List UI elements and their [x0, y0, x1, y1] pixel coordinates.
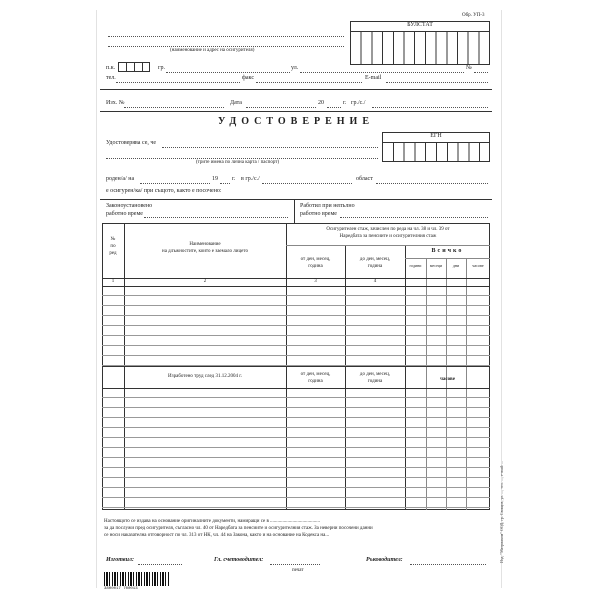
- mid-to-header: до ден, месец, година: [359, 372, 391, 384]
- mid-hours-header: часове: [440, 377, 455, 382]
- bulstat-label: БУЛСТАТ: [407, 22, 433, 28]
- born-label: роден/а/ на: [106, 176, 135, 182]
- manager-label: Ръководител:: [366, 557, 403, 563]
- col-insured-header: Осигурителен стаж, зачислен по реда на чл. 38 и чл. 39 от Наредбата за пенсиите и осигурителния стаж: [326, 227, 450, 239]
- total-days-header: дни: [452, 263, 460, 268]
- barcode-digits: 3800017 700013: [104, 587, 138, 591]
- bulstat-cells: [350, 31, 490, 65]
- born-town-label: в гр./с./: [241, 176, 260, 182]
- stamp-label: печат: [292, 568, 304, 573]
- form-code: Обр. УП-3: [462, 13, 485, 18]
- employed-line: е осигурен/ка/ при същото, както е посочено:: [106, 188, 222, 194]
- footer-text: Настоящото се издава на основание оригиналните документи, намиращи се в ........................................ за да послужи пред осигурителя, съгласно чл. 40 от Наредбата за пенсиите и осигурителния стаж. За неверни посочени данни се носи наказателна отговорност по чл. 313 от НК, чл. 44 на Закона, както и на основание на Кодекса на...: [104, 519, 373, 538]
- outgoing-number-label: Изх. №: [106, 100, 125, 106]
- legal-worktime-label-2: работно време: [106, 211, 143, 217]
- city-label: гр.: [158, 65, 165, 71]
- mid-label: Изработено труд след 31.12.2004 г.: [168, 374, 242, 379]
- total-months-header: месеци: [429, 263, 443, 268]
- egn-cells[interactable]: [382, 142, 490, 162]
- table-rows-lower[interactable]: [102, 388, 490, 510]
- col-to-header: до ден, месец, година: [359, 257, 391, 269]
- born-year-suffix: г.: [232, 176, 236, 182]
- col-position-header: Наименование на длъжностите, които е заемало лицето: [162, 242, 248, 254]
- phone-label: тел.: [106, 75, 116, 81]
- street-label: ул.: [291, 65, 299, 71]
- publisher-imprint: Изд. "Матриаком" ООД, гр. Свищов, ул. ..., тел. ..., e-mail: ...: [499, 460, 504, 563]
- partial-worktime-label-2: работно време: [300, 211, 337, 217]
- legal-worktime-label-1: Законоустановено: [106, 203, 153, 209]
- col-num-4: 4: [373, 279, 377, 284]
- prepared-by-label: Изготвил:: [106, 557, 134, 563]
- total-hours-header: часове: [472, 263, 484, 268]
- mid-from-header: от ден, месец, година: [300, 372, 331, 384]
- region-label: област: [356, 176, 373, 182]
- total-years-header: години: [409, 263, 422, 268]
- egn-label: ЕГН: [430, 133, 442, 139]
- year-suffix: г.: [343, 100, 347, 106]
- insurer-name-hint: (наименование и адрес на осигурителя): [170, 48, 255, 53]
- col-num-2: 2: [203, 279, 207, 284]
- barcode-icon: [104, 572, 170, 586]
- fax-label: факс: [242, 75, 254, 81]
- number-label: №: [466, 65, 472, 71]
- pk-label: п.к.: [106, 65, 116, 71]
- table-rows-upper[interactable]: [102, 286, 490, 366]
- date-label: Дата: [230, 100, 242, 106]
- chief-accountant-label: Гл. счетоводител:: [214, 557, 264, 563]
- col-from-header: от ден, месец, година: [300, 257, 331, 269]
- col-number-header: № по ред: [109, 237, 117, 256]
- col-num-3: 3: [314, 279, 317, 284]
- postal-code-cells[interactable]: [118, 62, 150, 72]
- partial-worktime-label-1: Работил при непълно: [300, 203, 355, 209]
- year-prefix: 20: [318, 100, 324, 106]
- born-year-prefix: 19: [212, 176, 218, 182]
- name-hint: (трите имена по лична карта / паспорт): [196, 160, 280, 165]
- col-num-1: 1: [111, 279, 115, 284]
- town-label: гр./с./: [351, 100, 366, 106]
- col-total-header: Всичко: [431, 248, 464, 254]
- certify-label: Удостоверява се, че: [106, 140, 157, 146]
- document-title: УДОСТОВЕРЕНИЕ: [218, 116, 374, 127]
- email-label: E-mail: [365, 75, 382, 81]
